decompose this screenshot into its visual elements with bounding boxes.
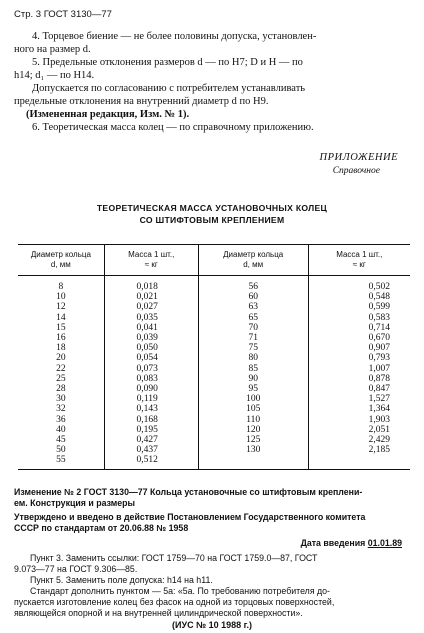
header-unit: ≈ кг: [352, 260, 366, 269]
cell-mass: 0,847: [308, 384, 410, 394]
cell-diameter: 105: [198, 404, 308, 414]
cell-diameter: [198, 455, 308, 469]
cell-mass: 0,195: [104, 425, 198, 435]
change-2-approved-line-1: Утверждено и введено в действие Постановлением Государственного комитета: [14, 512, 366, 522]
cell-diameter: 8: [58, 282, 64, 292]
cell-mass: 0,502: [308, 276, 410, 293]
item-3-line-2: 9.073—77 на ГОСТ 9.306—85.: [14, 564, 138, 574]
standard-addition-line-3: являющейся опорной и на внутренней цилиндрической поверхности».: [14, 608, 303, 618]
table-title-line-2: СО ШТИФТОВЫМ КРЕПЛЕНИЕМ: [139, 215, 285, 225]
cell-diameter: 20: [56, 353, 66, 364]
cell-mass: 0,714: [308, 323, 410, 333]
cell-diameter: 50: [56, 445, 66, 456]
table-row: [18, 313, 410, 323]
table-row: [18, 364, 410, 374]
cell-mass: 0,073: [104, 364, 198, 374]
change-2-title-line-1: Изменение № 2 ГОСТ 3130—77 Кольца установочные со штифтовым креплени-: [14, 487, 363, 497]
cell-mass: 0,041: [104, 323, 198, 333]
clause-6: 6. Теоретическая масса колец — по справочному приложению.: [32, 122, 314, 133]
change-2-title-line-2: ем. Конструкция и размеры: [14, 498, 136, 508]
standard-addition-line-1: Стандарт дополнить пунктом — 5а: «5а. По требованию потребителя до-: [30, 586, 330, 596]
cell-diameter: 32: [56, 404, 66, 415]
clause-5-line-1: 5. Предельные отклонения размеров d — по H7; D и H — по: [32, 57, 303, 68]
cell-diameter: 14: [56, 312, 66, 323]
cell-diameter: 60: [198, 292, 308, 302]
cell-diameter: 120: [198, 425, 308, 435]
cell-mass: 0,670: [308, 333, 410, 343]
cell-mass: 0,793: [308, 353, 410, 363]
appendix-label: ПРИЛОЖЕНИЕ: [319, 152, 398, 163]
cell-diameter: 100: [198, 394, 308, 404]
cell-diameter: 56: [198, 276, 308, 293]
cell-diameter: 15: [56, 322, 66, 333]
cell-diameter: 71: [198, 333, 308, 343]
effective-date: [301, 538, 402, 548]
cell-mass: 0,168: [104, 415, 198, 425]
table-row: [18, 404, 410, 414]
agreement-line-1: Допускается по согласованию с потребителем устанавливать: [32, 83, 306, 94]
standard-addition-line-2: пускается изготовление колец без фасок на одной из торцовых поверхностей,: [14, 597, 335, 607]
appendix-kind: Справочное: [332, 166, 380, 176]
cell-mass: 1,364: [308, 404, 410, 414]
cell-mass: 0,050: [104, 343, 198, 353]
cell-diameter: 130: [198, 445, 308, 455]
cell-mass: [308, 455, 410, 469]
cell-mass: 2,185: [308, 445, 410, 455]
table-row: [18, 435, 410, 445]
cell-mass: 2,429: [308, 435, 410, 445]
cell-mass: 0,027: [104, 302, 198, 312]
agreement-line-2: предельные отклонения на внутренний диаметр d по H9.: [14, 96, 269, 107]
header-text: Масса 1 шт.,: [336, 250, 383, 259]
table-body: [18, 276, 410, 470]
cell-diameter: 45: [56, 435, 66, 446]
table-row: [18, 333, 410, 343]
cell-mass: 0,039: [104, 333, 198, 343]
cell-diameter: 63: [198, 302, 308, 312]
cell-mass: 0,021: [104, 292, 198, 302]
cell-diameter: 85: [198, 364, 308, 374]
amendment-note: (Измененная редакция, Изм. № 1).: [26, 109, 190, 120]
header-diameter-2: [198, 245, 308, 276]
cell-mass: 0,035: [104, 313, 198, 323]
header-text: Масса 1 шт.,: [128, 250, 175, 259]
header-unit: d, мм: [243, 260, 264, 269]
table-header-row: [18, 245, 410, 276]
mass-table: [18, 244, 410, 470]
cell-mass: 0,512: [104, 455, 198, 469]
table-row: [18, 394, 410, 404]
header-mass-2: [308, 245, 410, 276]
table-title-line-1: ТЕОРЕТИЧЕСКАЯ МАССА УСТАНОВОЧНЫХ КОЛЕЦ: [96, 203, 328, 213]
cell-mass: 0,143: [104, 404, 198, 414]
clause-5-line-2: h14; d₁ — по H14.: [14, 70, 95, 81]
cell-diameter: 65: [198, 313, 308, 323]
table-row: [18, 323, 410, 333]
cell-diameter: 36: [56, 414, 66, 425]
cell-mass: 0,083: [104, 374, 198, 384]
cell-diameter: 28: [56, 384, 66, 395]
item-3-line-1: Пункт 3. Заменить ссылки: ГОСТ 1759—70 на ГОСТ 1759.0—87, ГОСТ: [30, 553, 318, 563]
cell-diameter: 30: [56, 394, 66, 405]
clause-4-line-2: ного на размер d.: [14, 44, 91, 55]
cell-mass: 0,548: [308, 292, 410, 302]
cell-diameter: 95: [198, 384, 308, 394]
clause-4-line-1: 4. Торцевое биение — не более половины допуска, установлен-: [32, 31, 317, 42]
header-text: Диаметр кольца: [30, 250, 91, 259]
table-row: [18, 384, 410, 394]
header-unit: d, мм: [50, 260, 71, 269]
header-mass-1: [104, 245, 198, 276]
cell-mass: 0,427: [104, 435, 198, 445]
table-row: [18, 276, 410, 293]
cell-mass: 0,119: [104, 394, 198, 404]
item-5: Пункт 5. Заменить поле допуска: h14 на h11.: [30, 575, 213, 585]
cell-diameter: 25: [56, 373, 66, 384]
table-row: [18, 425, 410, 435]
cell-diameter: 110: [198, 415, 308, 425]
table-row: [18, 415, 410, 425]
header-diameter-1: [18, 245, 104, 276]
cell-diameter: 12: [56, 302, 66, 313]
cell-mass: 0,090: [104, 384, 198, 394]
cell-diameter: 18: [56, 343, 66, 354]
cell-diameter: 90: [198, 374, 308, 384]
cell-mass: 1,527: [308, 394, 410, 404]
cell-diameter: 70: [198, 323, 308, 333]
cell-diameter: 22: [56, 363, 66, 374]
cell-mass: 1,903: [308, 415, 410, 425]
cell-mass: 0,878: [308, 374, 410, 384]
cell-mass: 0,437: [104, 445, 198, 455]
cell-mass: 0,018: [104, 276, 198, 293]
cell-mass: 2,051: [308, 425, 410, 435]
cell-diameter: 125: [198, 435, 308, 445]
cell-diameter: 16: [56, 333, 66, 344]
cell-diameter: 40: [56, 424, 66, 435]
cell-diameter: 55: [18, 455, 104, 469]
cell-mass: 0,907: [308, 343, 410, 353]
cell-diameter: 80: [198, 353, 308, 363]
cell-mass: 0,054: [104, 353, 198, 363]
date-value: 01.01.89: [367, 538, 402, 548]
header-unit: ≈ кг: [144, 260, 158, 269]
cell-diameter: 10: [56, 292, 66, 303]
header-text: Диаметр кольца: [223, 250, 284, 259]
table-row: [18, 445, 410, 455]
table-row: [18, 302, 410, 312]
table-row: [18, 455, 410, 469]
cell-mass: 0,583: [308, 313, 410, 323]
cell-diameter: 75: [198, 343, 308, 353]
change-2-approved-line-2: СССР по стандартам от 20.06.88 № 1958: [14, 523, 189, 533]
page-header: Стр. 3 ГОСТ 3130—77: [14, 9, 112, 20]
cell-mass: 1,007: [308, 364, 410, 374]
table-row: [18, 374, 410, 384]
date-label: Дата введения: [300, 538, 366, 548]
table-row: [18, 353, 410, 363]
table-row: [18, 343, 410, 353]
ius-reference: (ИУС № 10 1988 г.): [172, 620, 252, 630]
table-row: [18, 292, 410, 302]
cell-mass: 0,599: [308, 302, 410, 312]
